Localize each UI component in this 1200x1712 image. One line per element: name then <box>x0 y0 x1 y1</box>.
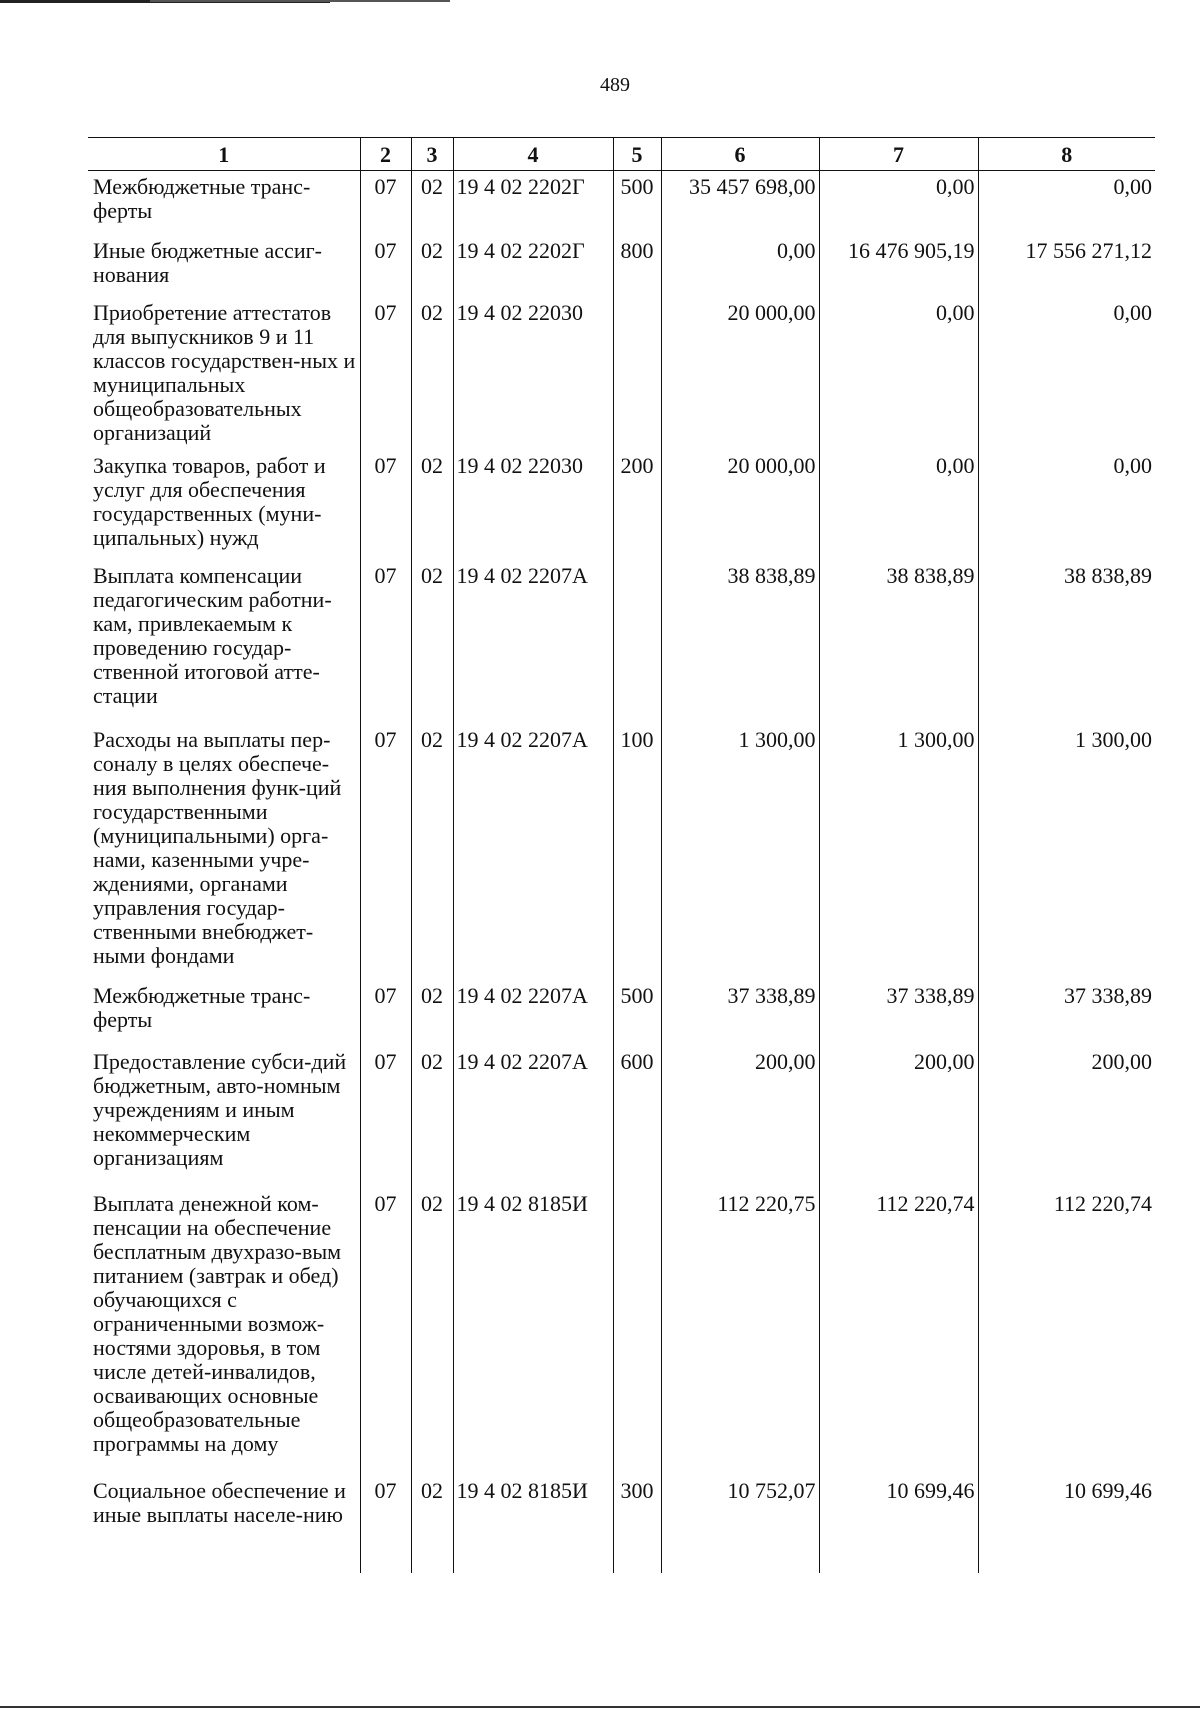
row-target-code: 19 4 02 22030 <box>453 297 613 450</box>
table-row <box>88 560 1155 724</box>
row-expense-type <box>613 1188 661 1475</box>
row-amount-1: 10 752,07 <box>661 1475 819 1573</box>
row-amount-1: 112 220,75 <box>661 1188 819 1475</box>
row-amount-3: 37 338,89 <box>978 980 1155 1046</box>
row-subsection: 02 <box>411 980 453 1046</box>
row-section: 07 <box>360 724 411 980</box>
row-expense-type <box>613 560 661 724</box>
row-amount-3: 38 838,89 <box>978 560 1155 724</box>
row-target-code: 19 4 02 22030 <box>453 450 613 560</box>
row-target-code: 19 4 02 8185И <box>453 1188 613 1475</box>
row-name: Выплата денежной ком-пенсации на обеспечение бесплатным двухразо-вым питанием (завтрак и обед) обучающихся с ограниченными возмож-ностями здоровья, в том числе детей-инвалидов, осваивающих основные общеобразовательные программы на дому <box>93 1191 342 1456</box>
row-amount-3: 1 300,00 <box>978 724 1155 980</box>
scan-edge-top-secondary <box>150 0 450 2</box>
row-name: Закупка товаров, работ и услуг для обеспечения государственных (муни-ципальных) нужд <box>93 453 326 550</box>
table-row <box>88 235 1155 297</box>
row-expense-type: 300 <box>613 1475 661 1573</box>
row-subsection: 02 <box>411 1188 453 1475</box>
row-amount-2: 0,00 <box>819 450 978 560</box>
row-amount-2: 112 220,74 <box>819 1188 978 1475</box>
table-row <box>88 450 1155 560</box>
row-subsection: 02 <box>411 1475 453 1573</box>
row-target-code: 19 4 02 2207А <box>453 560 613 724</box>
table-row <box>88 1475 1155 1573</box>
row-section: 07 <box>360 560 411 724</box>
row-expense-type: 200 <box>613 450 661 560</box>
table-row <box>88 1188 1155 1475</box>
row-amount-3: 0,00 <box>978 450 1155 560</box>
header-col-7: 7 <box>819 138 978 171</box>
row-expense-type: 500 <box>613 171 661 236</box>
row-amount-1: 35 457 698,00 <box>661 171 819 236</box>
row-target-code: 19 4 02 2202Г <box>453 171 613 236</box>
row-section: 07 <box>360 171 411 236</box>
row-amount-2: 0,00 <box>819 171 978 236</box>
row-name: Предоставление субси-дий бюджетным, авто-номным учреждениям и иным некоммерческим организациям <box>93 1049 347 1170</box>
row-amount-1: 37 338,89 <box>661 980 819 1046</box>
table-row <box>88 980 1155 1046</box>
row-section: 07 <box>360 1046 411 1188</box>
row-name: Социальное обеспечение и иные выплаты населе-нию <box>93 1478 346 1527</box>
page-number: 489 <box>600 74 630 96</box>
row-target-code: 19 4 02 2207А <box>453 980 613 1046</box>
row-name: Выплата компенсации педагогическим работни-кам, привлекаемым к проведению государ-ственной итоговой атте-стации <box>93 563 332 708</box>
row-amount-3: 112 220,74 <box>978 1188 1155 1475</box>
scan-edge-bottom <box>0 1706 1200 1708</box>
row-subsection: 02 <box>411 297 453 450</box>
row-section: 07 <box>360 1188 411 1475</box>
row-name: Межбюджетные транс-ферты <box>93 983 311 1032</box>
row-name: Межбюджетные транс-ферты <box>93 174 311 223</box>
row-subsection: 02 <box>411 560 453 724</box>
budget-table <box>88 137 1155 1573</box>
row-amount-2: 16 476 905,19 <box>819 235 978 297</box>
row-amount-2: 10 699,46 <box>819 1475 978 1573</box>
row-section: 07 <box>360 450 411 560</box>
row-expense-type: 500 <box>613 980 661 1046</box>
row-amount-1: 0,00 <box>661 235 819 297</box>
row-amount-3: 0,00 <box>978 171 1155 236</box>
row-amount-2: 0,00 <box>819 297 978 450</box>
row-name: Иные бюджетные ассиг-нования <box>93 238 322 287</box>
row-amount-1: 1 300,00 <box>661 724 819 980</box>
table-row <box>88 171 1155 236</box>
row-subsection: 02 <box>411 235 453 297</box>
row-target-code: 19 4 02 2202Г <box>453 235 613 297</box>
row-amount-3: 17 556 271,12 <box>978 235 1155 297</box>
row-subsection: 02 <box>411 171 453 236</box>
row-section: 07 <box>360 235 411 297</box>
table-row <box>88 1046 1155 1188</box>
row-amount-3: 10 699,46 <box>978 1475 1155 1573</box>
row-target-code: 19 4 02 8185И <box>453 1475 613 1573</box>
row-amount-1: 38 838,89 <box>661 560 819 724</box>
header-row <box>88 138 1155 171</box>
row-expense-type: 100 <box>613 724 661 980</box>
header-col-6: 6 <box>661 138 819 171</box>
row-amount-1: 20 000,00 <box>661 450 819 560</box>
row-subsection: 02 <box>411 1046 453 1188</box>
row-subsection: 02 <box>411 724 453 980</box>
row-amount-3: 200,00 <box>978 1046 1155 1188</box>
row-amount-1: 200,00 <box>661 1046 819 1188</box>
row-name: Расходы на выплаты пер-соналу в целях обеспече-ния выполнения функ-ций государственными (муниципальными) орга-нами, казенными учре-ждениями, органами управления государ-ственными внебюджет-ными фондами <box>93 727 342 968</box>
row-expense-type: 800 <box>613 235 661 297</box>
row-subsection: 02 <box>411 450 453 560</box>
row-amount-1: 20 000,00 <box>661 297 819 450</box>
row-section: 07 <box>360 1475 411 1573</box>
row-target-code: 19 4 02 2207А <box>453 1046 613 1188</box>
row-section: 07 <box>360 297 411 450</box>
row-target-code: 19 4 02 2207А <box>453 724 613 980</box>
row-name: Приобретение аттестатов для выпускников 9 и 11 классов государствен-ных и муниципальных общеобразовательных организаций <box>93 300 356 445</box>
header-col-8: 8 <box>978 138 1155 171</box>
header-col-3: 3 <box>411 138 453 171</box>
row-section: 07 <box>360 980 411 1046</box>
header-col-4: 4 <box>453 138 613 171</box>
table-row <box>88 724 1155 980</box>
row-amount-2: 200,00 <box>819 1046 978 1188</box>
row-amount-3: 0,00 <box>978 297 1155 450</box>
header-col-5: 5 <box>613 138 661 171</box>
row-amount-2: 37 338,89 <box>819 980 978 1046</box>
row-amount-2: 1 300,00 <box>819 724 978 980</box>
header-col-2: 2 <box>360 138 411 171</box>
row-expense-type: 600 <box>613 1046 661 1188</box>
row-amount-2: 38 838,89 <box>819 560 978 724</box>
table-row <box>88 297 1155 450</box>
row-expense-type <box>613 297 661 450</box>
header-col-1: 1 <box>88 138 360 171</box>
